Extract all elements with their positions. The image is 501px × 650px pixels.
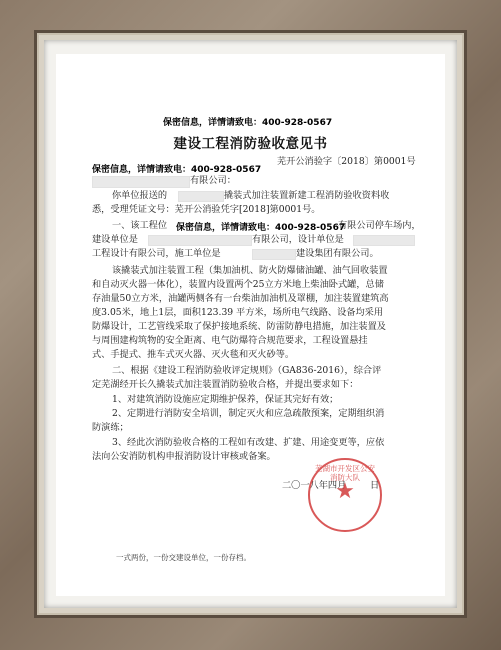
requirement-2a: 2、定期进行消防安全培训，制定灭火和应急疏散预案，定期组织消 bbox=[112, 408, 385, 419]
document-title: 建设工程消防验收意见书 bbox=[173, 136, 328, 152]
watermark-confidential-2: 保密信息，详情请致电：400-928-0567 bbox=[90, 162, 263, 175]
s1-body-3: 存油量50立方米，油罐两侧各有一台柴油加油机及罩棚，加注装置建筑高 bbox=[92, 293, 389, 304]
document-number: 芜开公消验字〔2018〕第0001号 bbox=[277, 156, 416, 167]
s1-body-6: 与周围建构筑物的安全距离、电气防爆符合规范要求，工程设置悬挂 bbox=[92, 335, 368, 346]
redacted-designer bbox=[353, 235, 415, 246]
s2-line1: 二、根据《建设工程消防验收评定规则》（GA836-2016），综合评 bbox=[112, 365, 382, 376]
requirement-2b: 防演练； bbox=[92, 422, 129, 433]
requirement-3a: 3、经此次消防验收合格的工程如有改建、扩建、用途变更等，应依 bbox=[112, 437, 385, 448]
s1-line2-b: 有限公司，设计单位是 bbox=[252, 234, 344, 245]
s2-line2: 定芜湖经开长久撬装式加注装置消防验收合格，并提出要求如下： bbox=[92, 379, 359, 390]
redacted-addressee bbox=[92, 176, 190, 188]
issue-date: 二〇一八年四月 bbox=[282, 480, 347, 491]
s1-line1-a: 一、该工程位 bbox=[112, 220, 168, 231]
redacted-contractor bbox=[252, 249, 296, 260]
watermark-confidential-3: 保密信息，详情请致电：400-928-0567 bbox=[174, 220, 347, 233]
s1-line3-b: 建设集团有限公司。 bbox=[296, 248, 379, 259]
s1-body-2: 和自动灭火器一体化），装置内设置两个25立方米地上柴油卧式罐，总储 bbox=[92, 279, 384, 290]
document-paper bbox=[56, 54, 445, 596]
s1-line3-a: 工程设计有限公司，施工单位是 bbox=[92, 248, 221, 259]
intro-text-b: 撬装式加注装置新建工程消防验收资料收 bbox=[224, 190, 390, 201]
s1-body-5: 防爆设计，工艺管线采取了保护接地系统、防雷防静电措施，加注装置及 bbox=[92, 321, 386, 332]
s1-body-7: 式、手提式、推车式灭火器、灭火毯和灭火砂等。 bbox=[92, 349, 295, 360]
official-seal bbox=[308, 458, 382, 532]
redacted-builder bbox=[148, 235, 252, 246]
intro-text-a: 你单位报送的 bbox=[112, 190, 168, 201]
requirement-3b: 法向公安消防机构申报消防设计审核或备案。 bbox=[92, 451, 276, 462]
s1-line2-a: 建设单位是 bbox=[92, 234, 138, 245]
star-icon: ★ bbox=[335, 479, 355, 504]
s1-body-1: 该撬装式加注装置工程（集加油机、防火防爆储油罐、油气回收装置 bbox=[112, 265, 388, 276]
redacted-project bbox=[178, 191, 224, 202]
requirement-1: 1、对建筑消防设施应定期维护保养，保证其完好有效； bbox=[112, 394, 339, 405]
seal-text: 芜湖市开发区公安消防大队 bbox=[315, 464, 375, 482]
intro-text-c: 悉，受理凭证文号：芜开公消验凭字[2018]第0001号。 bbox=[92, 204, 321, 215]
s1-body-4: 度3.05米，地上1层，面积123.39 平方米，场所电气线路、设备均采用 bbox=[92, 307, 384, 318]
issue-date-suffix: 日 bbox=[370, 480, 380, 491]
addressee-suffix: 有限公司： bbox=[190, 175, 236, 186]
footer-note: 一式两份，一份交建设单位，一份存档。 bbox=[116, 553, 251, 562]
watermark-confidential-1: 保密信息，详情请致电：400-928-0567 bbox=[161, 115, 334, 128]
s1-line1-b: 有限公司停车场内， bbox=[338, 220, 421, 231]
